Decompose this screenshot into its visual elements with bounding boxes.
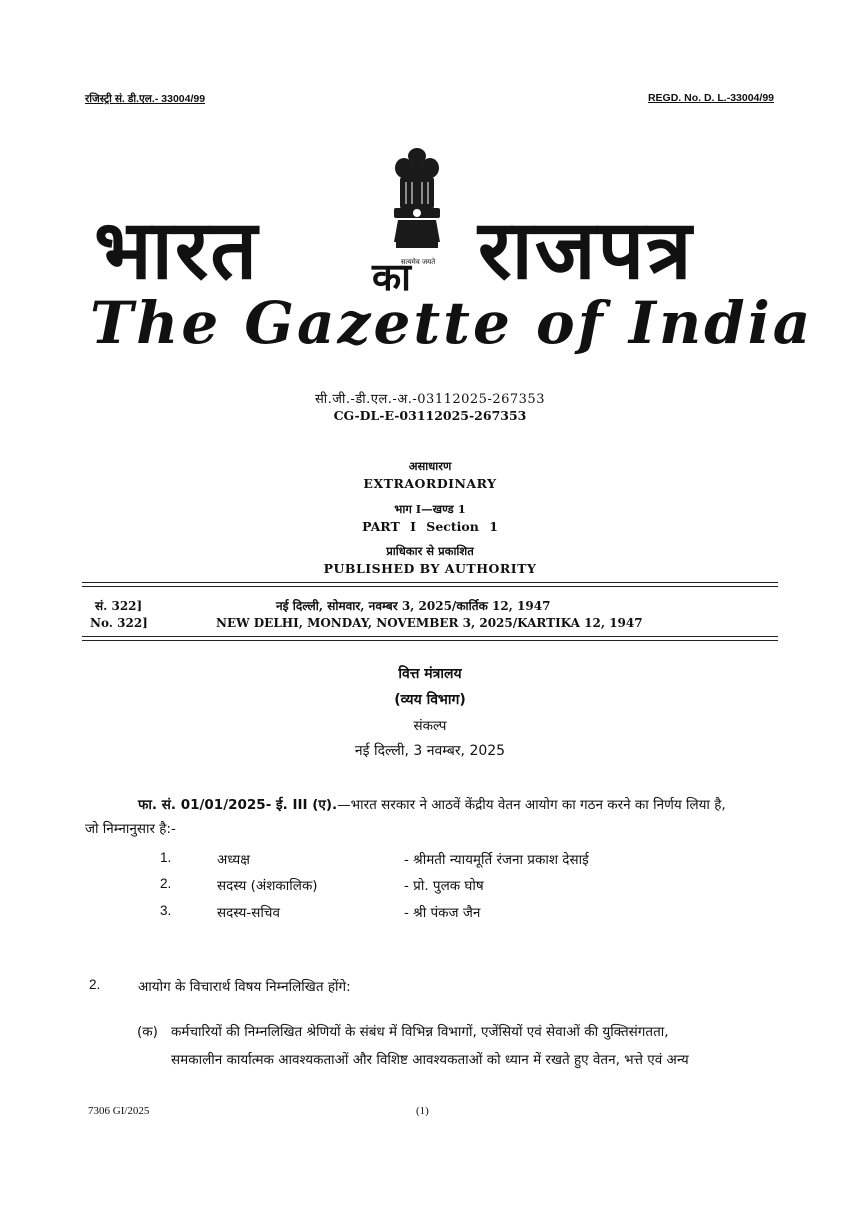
resolution-text: —भारत सरकार ने आठवें केंद्रीय वेतन आयोग का गठन करने का निर्णय लिया है, — [337, 797, 726, 813]
issue-date-hindi: नई दिल्ली, सोमवार, नवम्बर 3, 2025/कार्तिक 12, 1947 — [276, 599, 551, 613]
document-type: संकल्प — [413, 718, 447, 734]
place-date: नई दिल्ली, 3 नवम्बर, 2025 — [354, 743, 506, 759]
gazette-title-hindi-ka: का — [372, 255, 412, 299]
terms-of-reference-heading: आयोग के विचारार्थ विषय निम्नलिखित होंगे: — [138, 979, 351, 995]
published-by-authority-english: PUBLISHED BY AUTHORITY — [323, 561, 537, 576]
resolution-paragraph-line2: जो निम्नानुसार है:- — [85, 821, 176, 837]
member-role: सदस्य-सचिव — [217, 905, 280, 921]
divider-bottom-1 — [82, 636, 778, 637]
member-name: - प्रो. पुलक घोष — [404, 878, 484, 894]
member-role: सदस्य (अंशकालिक) — [217, 878, 318, 894]
gazette-title-hindi-bharat: भारत — [94, 203, 260, 298]
member-role: अध्यक्ष — [217, 852, 250, 868]
gazette-code-hindi: सी.जी.-डी.एल.-अ.-03112025-267353 — [315, 392, 545, 407]
divider-bottom-2 — [82, 640, 778, 641]
gazette-code-english: CG-DL-E-03112025-267353 — [333, 408, 527, 423]
issue-number-hindi: सं. 322] — [95, 599, 143, 613]
divider-top-2 — [82, 586, 778, 587]
emblem-motto: सत्यमेव जयते — [400, 258, 436, 266]
page-number: (1) — [416, 1105, 429, 1117]
part-section-english: PART I Section 1 — [362, 519, 498, 534]
member-number: 2. — [160, 876, 172, 891]
regd-number-hindi: रजिस्ट्री सं. डी.एल.- 33004/99 — [85, 93, 206, 105]
issue-date-english: NEW DELHI, MONDAY, NOVEMBER 3, 2025/KARTIKA 12, 1947 — [216, 616, 643, 630]
gazette-title-english: The Gazette of India — [90, 289, 814, 357]
department-name: (व्यय विभाग) — [394, 692, 466, 708]
member-number: 3. — [160, 903, 172, 918]
extraordinary-hindi: असाधारण — [408, 459, 452, 473]
national-emblem-icon — [386, 146, 448, 260]
extraordinary-english: EXTRAORDINARY — [363, 476, 497, 491]
print-code: 7306 GI/2025 — [88, 1105, 150, 1117]
resolution-paragraph-line1 — [138, 795, 726, 813]
file-reference-number: फा. सं. 01/01/2025- ई. III (ए). — [138, 797, 338, 813]
member-name: - श्रीमती न्यायमूर्ति रंजना प्रकाश देसाई — [404, 852, 589, 868]
divider-top-1 — [82, 582, 778, 583]
gazette-title-hindi-rajpatra: राजपत्र — [478, 203, 694, 298]
member-name: - श्री पंकज जैन — [404, 905, 481, 921]
clause-text-line2: समकालीन कार्यात्मक आवश्यकताओं और विशिष्ट आवश्यकताओं को ध्यान में रखते हुए वेतन, भत्ते एवं अन्य — [171, 1052, 689, 1068]
ministry-name: वित्त मंत्रालय — [398, 666, 462, 682]
clause-text-line1: कर्मचारियों की निम्नलिखित श्रेणियों के संबंध में विभिन्न विभागों, एजेंसियों एवं सेवाओं की युक्तिसंगतता, — [171, 1024, 669, 1040]
issue-number-english: No. 322] — [90, 616, 148, 630]
regd-number-english: REGD. No. D. L.-33004/99 — [647, 92, 774, 104]
paragraph-number: 2. — [89, 977, 101, 992]
member-number: 1. — [160, 850, 172, 865]
clause-label: (क) — [137, 1024, 158, 1040]
published-by-authority-hindi: प्राधिकार से प्रकाशित — [386, 544, 474, 558]
part-section-hindi: भाग I—खण्ड 1 — [394, 502, 466, 516]
